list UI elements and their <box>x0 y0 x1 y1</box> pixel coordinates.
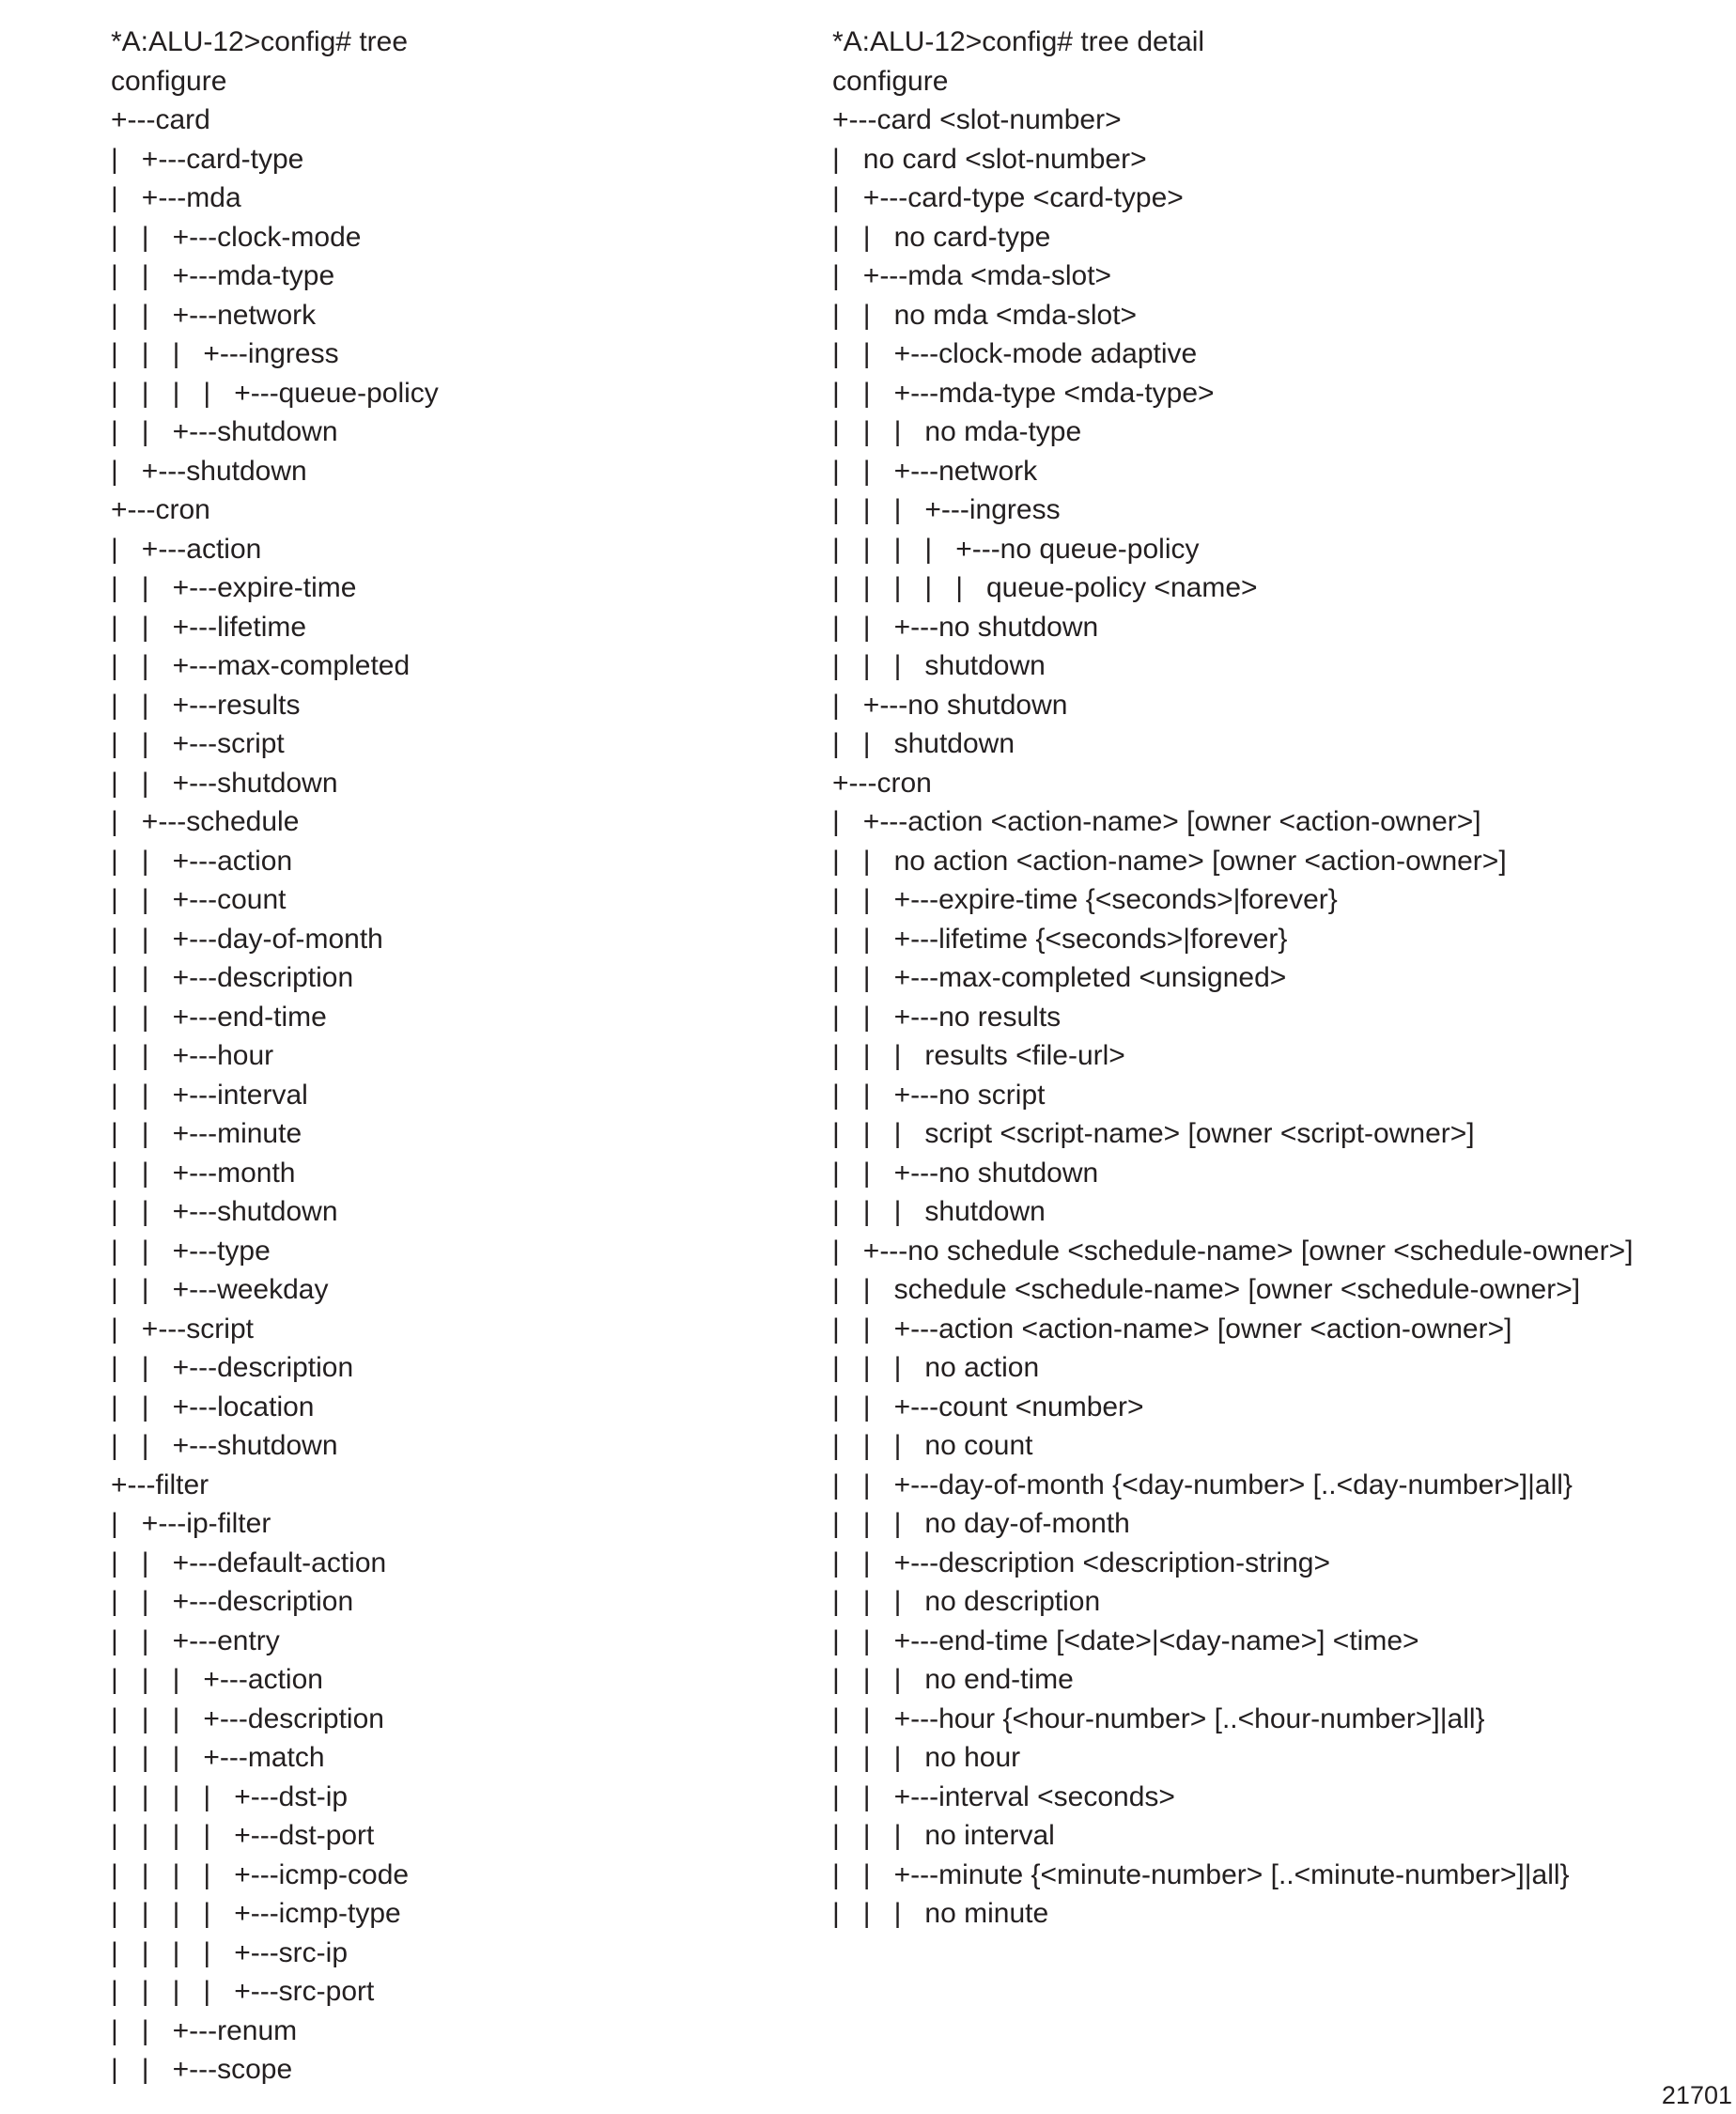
tree-line: | | +---clock-mode <box>111 221 362 253</box>
cli-tree-output <box>111 23 439 2090</box>
tree-line: +---cron <box>111 494 210 525</box>
tree-line: | +---action <box>111 533 262 565</box>
tree-line: | | +---day-of-month <box>111 923 383 955</box>
tree-line: +---filter <box>111 1469 209 1500</box>
tree-line: | | +---interval <box>111 1079 308 1111</box>
tree-line: | | +---shutdown <box>111 1430 338 1461</box>
tree-line: | | no card-type <box>832 221 1051 253</box>
tree-line: | | | +---action <box>111 1664 323 1695</box>
tree-line: | | | | +---icmp-code <box>111 1858 410 1890</box>
tree-line: | | | +---match <box>111 1742 325 1773</box>
tree-line: | | +---expire-time {<seconds>|forever} <box>832 884 1338 915</box>
tree-line: | +---card-type <box>111 143 304 175</box>
tree-line: | | +---max-completed <box>111 650 411 681</box>
tree-line: | | +---lifetime {<seconds>|forever} <box>832 923 1288 955</box>
tree-line: | | +---mda-type <box>111 260 335 291</box>
tree-line: | | +---clock-mode adaptive <box>832 338 1198 369</box>
tree-line: | | +---no script <box>832 1079 1046 1111</box>
tree-line: | | no mda <mda-slot> <box>832 299 1138 331</box>
tree-line: | | +---no shutdown <box>832 1157 1099 1189</box>
tree-line: | | shutdown <box>832 728 1015 759</box>
tree-line: | | +---network <box>111 299 317 331</box>
tree-line: | | +---script <box>111 728 285 759</box>
tree-line: | | | shutdown <box>832 1196 1046 1227</box>
tree-line: | +---no shutdown <box>832 689 1068 721</box>
tree-line: | | +---mda-type <mda-type> <box>832 377 1215 409</box>
tree-line: | | +---count <number> <box>832 1391 1144 1422</box>
tree-line: | | no action <action-name> [owner <action-owner>] <box>832 845 1507 877</box>
tree-line: | | +---action <action-name> [owner <action-owner>] <box>832 1313 1512 1345</box>
figure-number: 21701 <box>1661 2081 1732 2109</box>
tree-line: | +---action <action-name> [owner <action-owner>] <box>832 806 1481 837</box>
tree-line: configure <box>832 65 949 97</box>
tree-line: | no card <slot-number> <box>832 143 1147 175</box>
tree-line: | +---shutdown <box>111 455 307 487</box>
tree-line: | | | | | queue-policy <name> <box>832 572 1258 603</box>
tree-line: | | +---default-action <box>111 1547 387 1578</box>
tree-line: | | | +---ingress <box>832 494 1061 525</box>
tree-line: | | +---lifetime <box>111 611 307 643</box>
tree-line: +---cron <box>832 767 932 799</box>
tree-line: | | +---description <box>111 1352 354 1383</box>
tree-line: | | +---expire-time <box>111 572 357 603</box>
tree-line: | | +---weekday <box>111 1274 329 1305</box>
tree-line: | | +---minute <box>111 1118 302 1149</box>
tree-line: | | +---scope <box>111 2054 293 2085</box>
tree-line: | | +---end-time [<date>|<day-name>] <time> <box>832 1624 1419 1656</box>
tree-line: | | +---max-completed <unsigned> <box>832 962 1287 993</box>
tree-line: +---card <slot-number> <box>832 104 1122 135</box>
tree-line: | | +---shutdown <box>111 416 338 447</box>
tree-line: | | | no description <box>832 1586 1101 1617</box>
tree-line: | | +---day-of-month {<day-number> [..<day-number>]|all} <box>832 1469 1573 1500</box>
tree-line: | | +---end-time <box>111 1001 327 1033</box>
tree-line: | | | | +---no queue-policy <box>832 533 1200 565</box>
tree-line: | | +---month <box>111 1157 296 1189</box>
tree-line: | | | +---ingress <box>111 338 339 369</box>
tree-line: | | schedule <schedule-name> [owner <schedule-owner>] <box>832 1274 1581 1305</box>
tree-line: | +---mda <box>111 182 241 213</box>
tree-line: | | +---renum <box>111 2014 298 2046</box>
tree-line: | | +---action <box>111 845 293 877</box>
tree-line: | | | script <script-name> [owner <script-owner>] <box>832 1118 1475 1149</box>
tree-line: | | | | +---src-port <box>111 1976 375 2007</box>
tree-line: | | | no action <box>832 1352 1040 1383</box>
tree-line: | | | no day-of-month <box>832 1508 1130 1539</box>
tree-line: | | | | +---dst-ip <box>111 1780 349 1812</box>
tree-line: | | +---shutdown <box>111 767 338 799</box>
tree-line: | | | no count <box>832 1430 1033 1461</box>
tree-line: | | | no mda-type <box>832 416 1082 447</box>
tree-line: | | +---results <box>111 689 301 721</box>
tree-line: | +---no schedule <schedule-name> [owner <schedule-owner>] <box>832 1235 1634 1267</box>
tree-line: | | | no end-time <box>832 1664 1074 1695</box>
tree-line: | | +---minute {<minute-number> [..<minute-number>]|all} <box>832 1858 1570 1890</box>
tree-line: | | +---location <box>111 1391 315 1422</box>
tree-line: | | | no hour <box>832 1742 1021 1773</box>
tree-line: | | | no minute <box>832 1898 1049 1929</box>
tree-line: | | +---description <box>111 962 354 993</box>
tree-line: | | +---hour {<hour-number> [..<hour-number>]|all} <box>832 1702 1485 1734</box>
tree-line: | | +---type <box>111 1235 271 1267</box>
tree-line: | | +---description <description-string> <box>832 1547 1330 1578</box>
tree-line: | | +---no results <box>832 1001 1062 1033</box>
tree-line: | | | | +---dst-port <box>111 1820 375 1851</box>
tree-line: | +---schedule <box>111 806 300 837</box>
tree-line: | +---script <box>111 1313 254 1345</box>
tree-line: | +---card-type <card-type> <box>832 182 1184 213</box>
tree-line: | | +---count <box>111 884 287 915</box>
tree-line: | | +---network <box>832 455 1038 487</box>
tree-line: | +---ip-filter <box>111 1508 271 1539</box>
tree-line: | +---mda <mda-slot> <box>832 260 1112 291</box>
cli-tree-detail-output <box>832 23 1633 1934</box>
tree-line: | | +---hour <box>111 1040 274 1071</box>
tree-line: | | +---description <box>111 1586 354 1617</box>
tree-line: | | | no interval <box>832 1820 1055 1851</box>
tree-line: *A:ALU-12>config# tree detail <box>832 26 1205 57</box>
tree-line: | | | | +---src-ip <box>111 1936 349 1968</box>
tree-line: | | +---interval <seconds> <box>832 1780 1175 1812</box>
tree-line: configure <box>111 65 227 97</box>
tree-line: | | | | +---queue-policy <box>111 377 439 409</box>
tree-line: | | +---shutdown <box>111 1196 338 1227</box>
tree-line: | | | +---description <box>111 1702 384 1734</box>
tree-line: *A:ALU-12>config# tree <box>111 26 409 57</box>
tree-line: | | | shutdown <box>832 650 1046 681</box>
tree-line: | | | results <file-url> <box>832 1040 1125 1071</box>
tree-line: | | | | +---icmp-type <box>111 1898 401 1929</box>
tree-line: | | +---no shutdown <box>832 611 1099 643</box>
tree-line: +---card <box>111 104 210 135</box>
tree-line: | | +---entry <box>111 1624 280 1656</box>
